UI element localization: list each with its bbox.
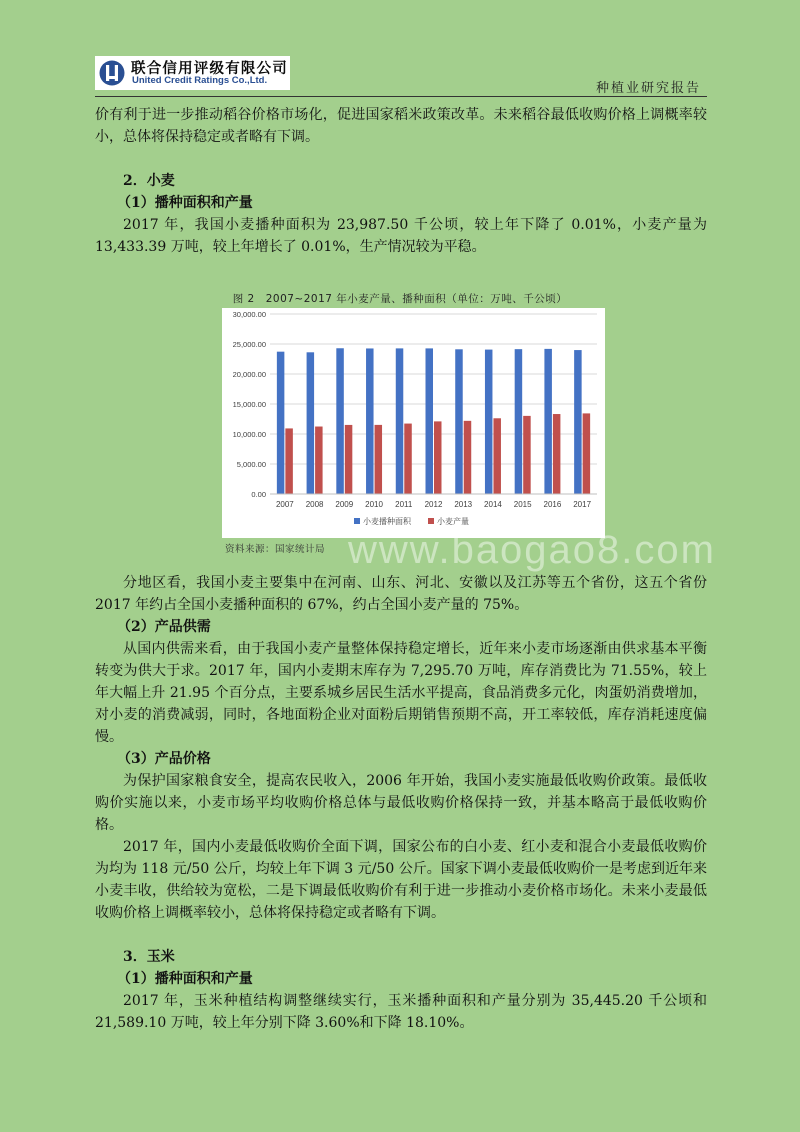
paragraph-wheat-policy: 为保护国家粮食安全，提高农民收入，2006 年开始，我国小麦实施最低收购价政策。最低收购价实施以来，小麦市场平均收购价格总体与最低收购价格保持一致，并基本略高于最低收购价格。	[95, 773, 707, 833]
bar-area	[336, 348, 344, 494]
bar-area	[515, 349, 523, 494]
y-tick-label: 10,000.00	[232, 430, 266, 439]
x-tick-label: 2011	[395, 500, 413, 509]
bar-area	[544, 349, 552, 494]
bar-output	[404, 424, 412, 494]
figure-title: 图 2 2007~2017 年小麦产量、播种面积（单位：万吨、千公顷）	[232, 293, 568, 305]
bar-area	[277, 352, 285, 494]
y-tick-label: 0.00	[251, 490, 266, 499]
report-type-label: 种植业研究报告	[595, 81, 701, 96]
company-name-cn: 联合信用评级有限公司	[131, 61, 288, 77]
x-tick-label: 2007	[275, 500, 294, 509]
header-divider	[95, 96, 707, 97]
x-tick-label: 2013	[454, 500, 473, 509]
bar-output	[493, 418, 501, 494]
bar-output	[315, 427, 323, 494]
paragraph-wheat-supply: 从国内供需来看，由于我国小麦产量整体保持稳定增长，近年来小麦市场逐渐由供求基本平衡转变为供大于求。2017 年，国内小麦期末库存为 7,295.70 万吨，库存消费比为 71.55%，较上年大幅上升 21.95 个百分点，主要系城乡居民生活水平提高，食品消费多元化，肉蛋奶消费增加，对小麦的消费减弱，同时，各地面粉企业对面粉后期销售预期不高，开工率较低，库存消耗速度偏慢。	[95, 641, 707, 745]
x-tick-label: 2009	[335, 500, 354, 509]
y-tick-label: 30,000.00	[232, 310, 266, 319]
section-heading-wheat: 2．小麦	[123, 173, 175, 189]
bar-output	[583, 413, 591, 494]
bar-output	[375, 425, 383, 494]
subheading-wheat-supply: （2）产品供需	[117, 619, 211, 635]
x-tick-label: 2010	[365, 500, 383, 509]
company-name-en: United Credit Ratings Co.,Ltd.	[132, 75, 268, 86]
body-middle	[95, 572, 707, 1034]
y-tick-label: 15,000.00	[232, 400, 266, 409]
company-logo-icon	[98, 59, 126, 87]
y-tick-label: 25,000.00	[232, 340, 266, 349]
paragraph-wheat-price-2017: 2017 年，国内小麦最低收购价全面下调，国家公布的白小麦、红小麦和混合小麦最低收购价为均为 118 元/50 公斤，均较上年下调 3 元/50 公斤。国家下调小麦最低收购价一是考虑到近年来小麦丰收，供给较为宽松，二是下调最低收购价有利于进一步推动小麦价格市场化。未来小麦最低收购价格上调概率较小，总体将保持稳定或者略有下调。	[95, 839, 707, 921]
bar-area	[307, 352, 315, 494]
section-heading-corn: 3．玉米	[123, 949, 175, 965]
x-tick-label: 2016	[543, 500, 562, 509]
legend-swatch	[354, 518, 360, 524]
legend-swatch	[428, 518, 434, 524]
watermark: www.baogao8.com	[348, 528, 716, 572]
subheading-wheat-price: （3）产品价格	[117, 751, 211, 767]
bar-output	[553, 414, 561, 494]
bar-output	[434, 421, 442, 494]
legend-label: 小麦产量	[437, 517, 469, 526]
x-tick-label: 2015	[513, 500, 532, 509]
bar-area	[396, 348, 404, 494]
legend-label: 小麦播种面积	[363, 517, 411, 526]
x-tick-label: 2017	[573, 500, 592, 509]
subheading-wheat-area: （1）播种面积和产量	[117, 195, 253, 211]
subheading-corn-area: （1）播种面积和产量	[117, 971, 253, 987]
body-top	[95, 104, 707, 258]
bar-output	[464, 421, 472, 494]
page-header	[0, 0, 800, 100]
bar-output	[285, 428, 293, 494]
bar-area	[366, 348, 374, 494]
paragraph-wheat-area: 2017 年，我国小麦播种面积为 23,987.50 千公顷，较上年下降了 0.01%，小麦产量为 13,433.39 万吨，较上年增长了 0.01%，生产情况较为平稳。	[95, 217, 707, 255]
y-tick-label: 5,000.00	[236, 460, 266, 469]
x-tick-label: 2014	[484, 500, 502, 509]
paragraph-wheat-regions: 分地区看，我国小麦主要集中在河南、山东、河北、安徽以及江苏等五个省份，这五个省份 2017 年约占全国小麦播种面积的 67%，约占全国小麦产量的 75%。	[95, 575, 707, 613]
wheat-chart-svg	[222, 308, 605, 538]
bar-area	[426, 348, 434, 494]
bar-output	[345, 425, 353, 494]
bar-area	[485, 350, 493, 494]
paragraph-rice-tail: 价有利于进一步推动稻谷价格市场化，促进国家稻米政策改革。未来稻谷最低收购价格上调概率较小，总体将保持稳定或者略有下调。	[95, 107, 707, 145]
bar-area	[455, 349, 463, 494]
paragraph-corn-area: 2017 年，玉米种植结构调整继续实行，玉米播种面积和产量分别为 35,445.20 千公顷和 21,589.10 万吨，较上年分别下降 3.60%和下降 18.10%。	[95, 993, 707, 1031]
bar-output	[523, 416, 531, 494]
x-tick-label: 2012	[424, 500, 443, 509]
y-tick-label: 20,000.00	[232, 370, 266, 379]
figure-source: 资料来源：国家统计局	[225, 544, 326, 555]
company-logo	[95, 56, 290, 90]
x-tick-label: 2008	[305, 500, 324, 509]
wheat-chart	[222, 308, 605, 538]
bar-area	[574, 350, 582, 494]
